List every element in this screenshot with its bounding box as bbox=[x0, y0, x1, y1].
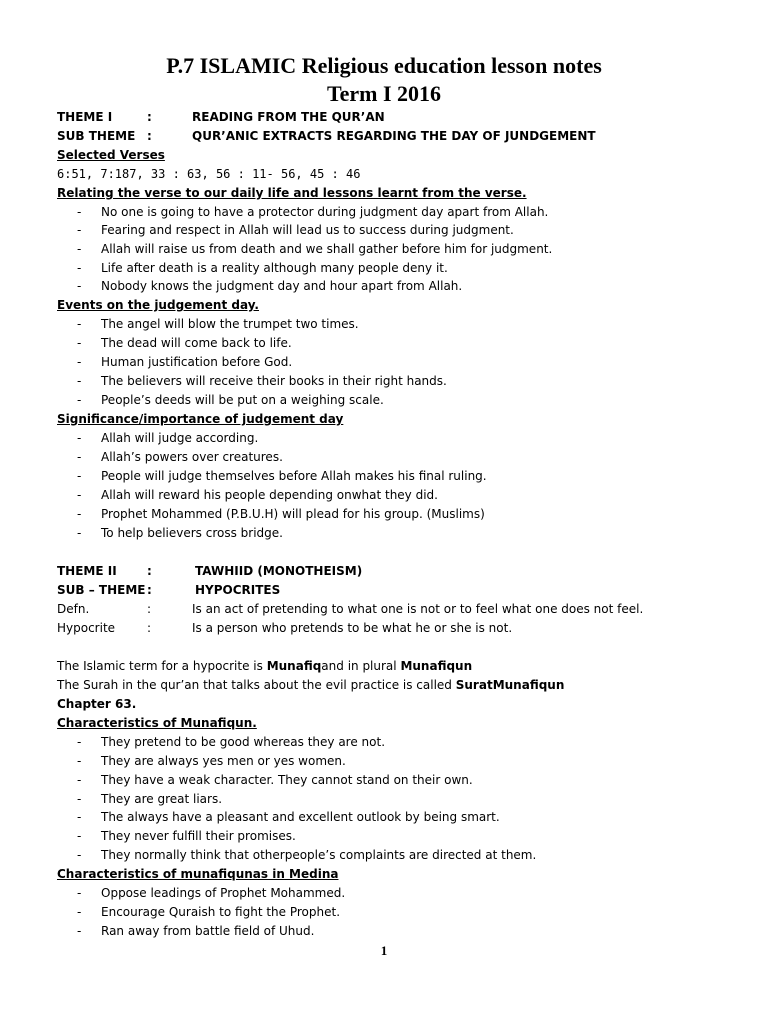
surah-name: SuratMunafiqun bbox=[455, 678, 565, 692]
list-item-text: Allah will judge according. bbox=[101, 431, 259, 445]
list-item-text: Allah will raise us from death and we shall gather before him for judgment. bbox=[101, 242, 553, 256]
bullet-dash: - bbox=[77, 317, 82, 331]
selected-verses-heading: Selected Verses bbox=[57, 148, 165, 162]
list-item-text: Prophet Mohammed (P.B.U.H) will plead for his group. (Muslims) bbox=[101, 507, 485, 521]
list-item bbox=[77, 448, 283, 466]
list-item bbox=[77, 846, 536, 864]
list-item-text: Nobody knows the judgment day and hour apart from Allah. bbox=[101, 279, 463, 293]
list-item bbox=[77, 259, 448, 277]
list-item bbox=[77, 505, 485, 523]
list-item-text: Allah’s powers over creatures. bbox=[101, 450, 283, 464]
events-heading: Events on the judgement day. bbox=[57, 298, 259, 312]
medina-heading: Characteristics of munafiqunas in Medina bbox=[57, 867, 339, 881]
list-item bbox=[77, 922, 314, 940]
verses-list: 6:51, 7:187, 33 : 63, 56 : 11- 56, 45 : 46 bbox=[57, 167, 361, 181]
list-item bbox=[77, 903, 340, 921]
list-item bbox=[77, 429, 258, 447]
bullet-dash: - bbox=[77, 242, 82, 256]
bullet-dash: - bbox=[77, 261, 82, 275]
theme2-row bbox=[57, 562, 697, 580]
list-item bbox=[77, 240, 552, 258]
surah-line bbox=[57, 676, 564, 694]
list-item bbox=[77, 221, 514, 239]
surah-text: The Surah in the qur’an that talks about the evil practice is called bbox=[57, 678, 456, 692]
bullet-dash: - bbox=[77, 279, 82, 293]
subtheme2-value: HYPOCRITES bbox=[195, 583, 281, 597]
list-item bbox=[77, 827, 296, 845]
bullet-dash: - bbox=[77, 450, 82, 464]
document-title: P.7 ISLAMIC Religious education lesson notes bbox=[166, 53, 602, 78]
characteristics-heading: Characteristics of Munafiqun. bbox=[57, 716, 257, 730]
term-munafiqun: Munafiqun bbox=[400, 659, 473, 673]
list-item bbox=[77, 808, 500, 826]
bullet-dash: - bbox=[77, 355, 82, 369]
list-item-text: They never fulfill their promises. bbox=[101, 829, 296, 843]
list-item-text: Oppose leadings of Prophet Mohammed. bbox=[101, 886, 346, 900]
bullet-dash: - bbox=[77, 488, 82, 502]
list-item bbox=[77, 203, 548, 221]
list-item-text: Ran away from battle field of Uhud. bbox=[101, 924, 315, 938]
islamic-term-line bbox=[57, 657, 472, 675]
list-item bbox=[77, 391, 384, 409]
bullet-dash: - bbox=[77, 735, 82, 749]
page-number: 1 bbox=[380, 943, 388, 958]
hypocrite-row bbox=[57, 619, 717, 637]
bullet-dash: - bbox=[77, 374, 82, 388]
list-item bbox=[77, 884, 345, 902]
list-item bbox=[77, 771, 473, 789]
list-item-text: The always have a pleasant and excellent outlook by being smart. bbox=[101, 810, 500, 824]
list-item-text: Fearing and respect in Allah will lead us to success during judgment. bbox=[101, 223, 514, 237]
bullet-dash: - bbox=[77, 205, 82, 219]
chapter-line: Chapter 63. bbox=[57, 697, 137, 711]
list-item-text: They pretend to be good whereas they are not. bbox=[101, 735, 386, 749]
bullet-dash: - bbox=[77, 393, 82, 407]
list-item bbox=[77, 733, 385, 751]
relating-heading: Relating the verse to our daily life and lessons learnt from the verse. bbox=[57, 186, 527, 200]
defn-label: Defn. bbox=[57, 602, 90, 616]
list-item bbox=[77, 524, 283, 542]
list-item-text: To help believers cross bridge. bbox=[101, 526, 283, 540]
list-item-text: People’s deeds will be put on a weighing scale. bbox=[101, 393, 384, 407]
list-item bbox=[77, 277, 462, 295]
theme1-colon: : bbox=[147, 110, 152, 124]
bullet-dash: - bbox=[77, 336, 82, 350]
list-item bbox=[77, 486, 438, 504]
bullet-dash: - bbox=[77, 905, 82, 919]
theme1-row bbox=[57, 108, 697, 126]
list-item-text: Encourage Quraish to fight the Prophet. bbox=[101, 905, 341, 919]
bullet-dash: - bbox=[77, 829, 82, 843]
defn-row bbox=[57, 600, 717, 618]
bullet-dash: - bbox=[77, 773, 82, 787]
theme2-colon: : bbox=[147, 564, 152, 578]
bullet-dash: - bbox=[77, 848, 82, 862]
theme2-label: THEME II bbox=[57, 564, 117, 578]
bullet-dash: - bbox=[77, 223, 82, 237]
bullet-dash: - bbox=[77, 924, 82, 938]
list-item-text: The angel will blow the trumpet two times. bbox=[101, 317, 359, 331]
bullet-dash: - bbox=[77, 431, 82, 445]
bullet-dash: - bbox=[77, 507, 82, 521]
list-item-text: They have a weak character. They cannot stand on their own. bbox=[101, 773, 473, 787]
bullet-dash: - bbox=[77, 886, 82, 900]
hypocrite-label: Hypocrite bbox=[57, 621, 116, 635]
list-item-text: They are always yes men or yes women. bbox=[101, 754, 346, 768]
theme2-value: TAWHIID (MONOTHEISM) bbox=[195, 564, 363, 578]
list-item bbox=[77, 372, 447, 390]
significance-heading: Significance/importance of judgement day bbox=[57, 412, 344, 426]
list-item-text: They normally think that otherpeople’s complaints are directed at them. bbox=[101, 848, 537, 862]
bullet-dash: - bbox=[77, 754, 82, 768]
subtheme1-label: SUB THEME bbox=[57, 129, 136, 143]
term-munafiq: Munafiq bbox=[266, 659, 322, 673]
list-item-text: No one is going to have a protector during judgment day apart from Allah. bbox=[101, 205, 549, 219]
term-plural-text: and in plural bbox=[321, 659, 401, 673]
list-item bbox=[77, 334, 292, 352]
list-item-text: The dead will come back to life. bbox=[101, 336, 292, 350]
theme1-value: READING FROM THE QUR’AN bbox=[192, 110, 385, 124]
bullet-dash: - bbox=[77, 526, 82, 540]
islamic-term-text: The Islamic term for a hypocrite is bbox=[57, 659, 267, 673]
list-item bbox=[77, 752, 346, 770]
list-item bbox=[77, 315, 359, 333]
bullet-dash: - bbox=[77, 810, 82, 824]
list-item bbox=[77, 467, 487, 485]
list-item-text: They are great liars. bbox=[101, 792, 223, 806]
defn-value: Is an act of pretending to what one is not or to feel what one does not feel. bbox=[192, 602, 644, 616]
hypocrite-colon: : bbox=[147, 621, 152, 635]
defn-colon: : bbox=[147, 602, 152, 616]
subtheme1-colon: : bbox=[147, 129, 152, 143]
list-item-text: The believers will receive their books in their right hands. bbox=[101, 374, 447, 388]
list-item-text: Life after death is a reality although many people deny it. bbox=[101, 261, 448, 275]
theme1-label: THEME I bbox=[57, 110, 113, 124]
subtheme2-colon: : bbox=[147, 583, 152, 597]
list-item bbox=[77, 790, 222, 808]
list-item-text: Human justification before God. bbox=[101, 355, 293, 369]
list-item-text: Allah will reward his people depending onwhat they did. bbox=[101, 488, 438, 502]
document-subtitle: Term I 2016 bbox=[326, 81, 442, 106]
bullet-dash: - bbox=[77, 792, 82, 806]
list-item bbox=[77, 353, 292, 371]
subtheme1-row bbox=[57, 127, 697, 145]
bullet-dash: - bbox=[77, 469, 82, 483]
subtheme1-value: QUR’ANIC EXTRACTS REGARDING THE DAY OF JUNDGEMENT bbox=[192, 129, 596, 143]
subtheme2-row bbox=[57, 581, 697, 599]
subtheme2-label: SUB – THEME bbox=[57, 583, 146, 597]
list-item-text: People will judge themselves before Allah makes his final ruling. bbox=[101, 469, 487, 483]
hypocrite-value: Is a person who pretends to be what he or she is not. bbox=[192, 621, 513, 635]
